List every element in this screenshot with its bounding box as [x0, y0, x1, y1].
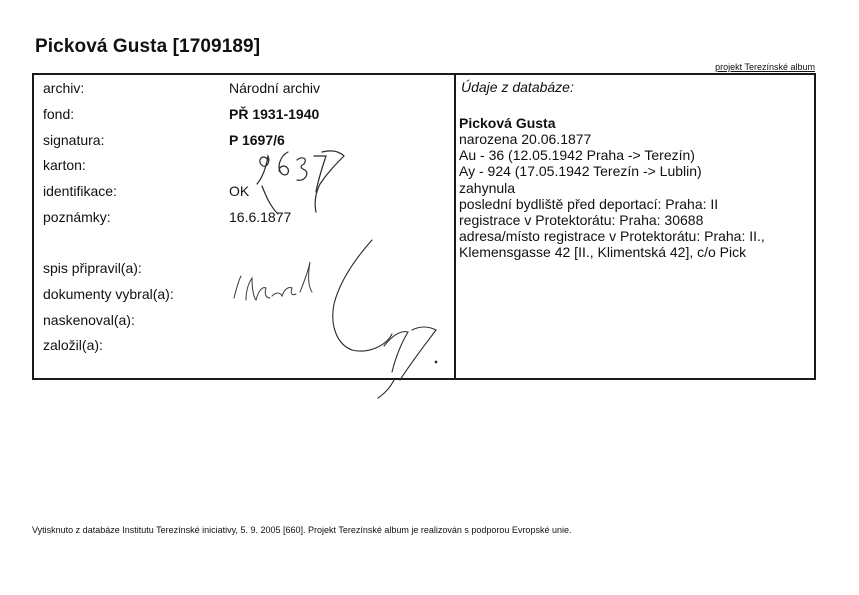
project-label: projekt Terezínské album: [715, 62, 815, 72]
database-line-address-1: adresa/místo registrace v Protektorátu: Praha: II.,: [459, 228, 765, 245]
archiv-value: Národní archiv: [229, 80, 321, 96]
fond-value: PŘ 1931-1940: [229, 106, 320, 122]
database-line-last-residence: poslední bydliště před deportací: Praha: II: [459, 195, 719, 212]
database-line-address-2: Klemensgasse 42 [II., Klimentská 42], c/o Pick: [459, 244, 747, 261]
page-title: Picková Gusta [1709189]: [35, 36, 261, 57]
poznamky-value: 16.6.1877: [229, 209, 292, 225]
footer-note: Vytisknuto z databáze Institutu Terezínské iniciativy, 5. 9. 2005 [660]. Projekt Terezínské album je realizován s podporou Evropské unie.: [32, 525, 572, 535]
signatura-label: signatura:: [43, 132, 105, 148]
database-line-birth: narozena 20.06.1877: [459, 131, 592, 147]
database-line-fate: zahynula: [459, 179, 516, 196]
database-heading: Údaje z databáze:: [461, 79, 574, 95]
spis-pripravil-label: spis připravil(a):: [43, 260, 142, 276]
database-line-transport-ay: Ay - 924 (17.05.1942 Terezín -> Lublin): [459, 163, 702, 180]
identifikace-label: identifikace:: [43, 183, 117, 199]
archiv-label: archiv:: [43, 80, 85, 96]
zalozil-label: založil(a):: [43, 337, 103, 353]
dokumenty-vybral-label: dokumenty vybral(a):: [43, 286, 174, 302]
karton-label: karton:: [43, 157, 86, 173]
database-line-registration: registrace v Protektorátu: Praha: 30688: [459, 212, 704, 229]
identifikace-value: OK: [229, 183, 250, 199]
database-line-transport-au: Au - 36 (12.05.1942 Praha -> Terezín): [459, 147, 695, 164]
naskenoval-label: naskenoval(a):: [43, 312, 135, 328]
column-divider: [454, 73, 456, 380]
database-details: [459, 131, 765, 261]
signatura-value: P 1697/6: [229, 132, 285, 148]
database-person-name: Picková Gusta: [459, 115, 556, 131]
fond-label: fond:: [43, 106, 75, 122]
poznamky-label: poznámky:: [43, 209, 111, 225]
